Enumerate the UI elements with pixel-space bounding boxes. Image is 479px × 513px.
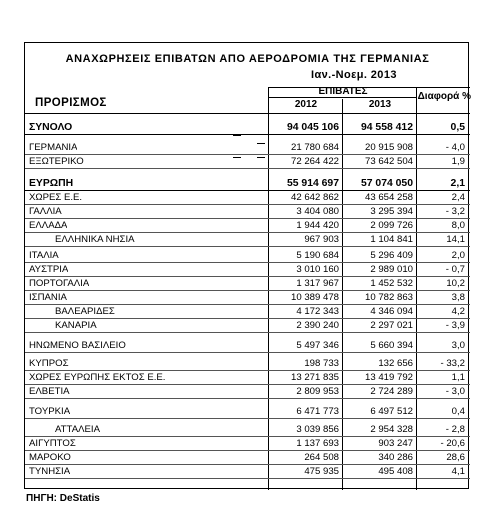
row-divider [25,418,470,419]
value-2013: 10 782 863 [364,292,413,303]
row-label: ΓΕΡΜΑΝΙΑ [29,143,78,153]
value-difference: 1,1 [451,372,465,383]
value-2013: 2 724 289 [370,386,413,397]
value-difference: 14,1 [446,234,465,245]
value-difference: 2,0 [451,250,465,261]
row-label: ΕΛΛΑΔΑ [29,221,68,231]
value-2013: 57 074 050 [360,178,413,189]
value-2013: 903 247 [378,438,413,449]
row-label: ΜΑΡΟΚΟ [29,453,71,463]
value-2013: 43 654 258 [364,192,413,203]
value-difference: 0,4 [451,406,465,417]
row-label: ΚΑΝΑΡΙΑ [55,321,97,331]
value-2013: 1 104 841 [370,234,413,245]
value-2013: 2 099 726 [370,220,413,231]
table-row [25,341,470,351]
value-2013: 2 989 010 [370,264,413,275]
row-divider [25,190,470,191]
row-divider [25,276,470,277]
header-bottom-rule [25,113,470,114]
table-row [25,439,470,449]
value-difference: 10,2 [446,278,465,289]
row-divider [25,134,470,135]
row-label: ΕΞΩΤΕΡΙΚΟ [29,157,84,167]
table-row [25,467,470,477]
row-label: ΧΩΡΕΣ Ε.Ε. [29,193,83,203]
value-2013: 20 915 908 [364,142,413,153]
value-2012: 1 317 967 [296,278,339,289]
value-2013: 4 346 094 [370,306,413,317]
value-2012: 5 190 684 [296,250,339,261]
row-label: ΧΩΡΕΣ ΕΥΡΩΠΗΣ ΕΚΤΟΣ Ε.Ε. [29,373,166,383]
value-difference: 2,1 [450,178,465,189]
value-2013: 3 295 394 [370,206,413,217]
value-2012: 55 914 697 [286,178,339,189]
row-label: ΚΥΠΡΟΣ [29,359,69,369]
table-frame [24,42,469,489]
header-year-2013: 2013 [368,99,392,110]
value-2012: 10 389 478 [290,292,339,303]
row-divider [25,436,470,437]
value-2012: 42 642 862 [290,192,339,203]
table-row [25,307,470,317]
table-row [25,123,470,133]
row-label: ΗΝΩΜΕΝΟ ΒΑΣΙΛΕΙΟ [29,341,126,351]
value-difference: - 3,2 [445,206,465,217]
value-2012: 967 903 [304,234,339,245]
value-2012: 475 935 [304,466,339,477]
row-divider [25,262,470,263]
value-difference: 28,6 [446,452,465,463]
value-difference: 1,9 [451,156,465,167]
table-row [25,143,470,153]
dash-mark [257,143,265,144]
row-label: ΕΛΛΗΝΙΚΑ ΝΗΣΙΑ [55,235,135,245]
row-divider [25,332,470,333]
value-2013: 5 660 394 [370,340,413,351]
table-row [25,221,470,231]
value-2013: 6 497 512 [370,406,413,417]
header-difference: Διαφορά % [417,91,471,102]
row-label: ΤΟΥΡΚΙΑ [29,407,71,417]
row-divider [25,450,470,451]
value-difference: - 3,9 [445,320,465,331]
row-divider [25,352,470,353]
header-destination: ΠΡΟΡΙΣΜΟΣ [35,97,107,109]
value-difference: - 20,6 [440,438,465,449]
dash-mark [233,157,241,158]
header-top-rule [268,87,470,88]
value-2012: 94 045 106 [286,122,339,133]
value-2012: 198 733 [304,358,339,369]
table-row [25,453,470,463]
value-2012: 2 390 240 [296,320,339,331]
table-row [25,407,470,417]
value-2012: 6 471 773 [296,406,339,417]
table-subtitle: Ιαν.-Νοεμ. 2013 [311,69,397,81]
table-row [25,207,470,217]
table-row [25,293,470,303]
row-divider [25,232,470,233]
table-row [25,387,470,397]
table-row [25,251,470,261]
dash-mark [257,157,265,158]
value-difference: 2,4 [451,192,465,203]
value-2012: 3 404 080 [296,206,339,217]
value-2012: 2 809 953 [296,386,339,397]
header-year-2012: 2012 [294,99,318,110]
table-row [25,265,470,275]
row-label: ΙΣΠΑΝΙΑ [29,293,67,303]
table-row [25,373,470,383]
row-label: ΙΤΑΛΙΑ [29,251,59,261]
value-2012: 3 039 856 [296,424,339,435]
value-difference: - 0,7 [445,264,465,275]
row-label: ΑΤΤΑΛΕΙΑ [55,425,100,435]
table-row [25,321,470,331]
row-label: ΕΛΒΕΤΙΑ [29,387,70,397]
value-2013: 94 558 412 [360,122,413,133]
table-title: ΑΝΑΧΩΡΗΣΕΙΣ ΕΠΙΒΑΤΩΝ ΑΠΟ ΑΕΡΟΔΡΟΜΙΑ ΤΗΣ ΓΕΡΜΑΝΙΑΣ [65,53,430,65]
value-2013: 132 656 [378,358,413,369]
value-2012: 21 780 684 [290,142,339,153]
value-2012: 13 271 835 [290,372,339,383]
value-2012: 3 010 160 [296,264,339,275]
value-difference: 3,8 [451,292,465,303]
row-divider [25,478,470,479]
table-row [25,425,470,435]
row-label: ΤΥΝΗΣΙΑ [29,467,71,477]
row-divider [25,218,470,219]
row-divider [25,168,470,169]
table-row [25,157,470,167]
row-label: ΕΥΡΩΠΗ [29,179,74,189]
value-2013: 1 452 532 [370,278,413,289]
value-2013: 2 297 021 [370,320,413,331]
row-label: ΑΙΓΥΠΤΟΣ [29,439,76,449]
value-difference: - 33,2 [440,358,465,369]
row-label: ΒΑΛΕΑΡΙΔΕΣ [55,307,115,317]
value-2013: 495 408 [378,466,413,477]
row-divider [25,370,470,371]
table-row [25,179,470,189]
value-difference: 4,1 [451,466,465,477]
row-label: ΓΑΛΛΙΑ [29,207,62,217]
row-divider [25,154,470,155]
value-difference: 3,0 [451,340,465,351]
table-row [25,235,470,245]
row-divider [25,464,470,465]
table-row [25,193,470,203]
value-2012: 72 264 422 [290,156,339,167]
source-note: ΠΗΓΗ: DeStatis [26,493,100,504]
value-2012: 1 137 693 [296,438,339,449]
dash-mark [233,135,241,136]
value-2013: 5 296 409 [370,250,413,261]
row-divider [25,398,470,399]
row-divider [25,318,470,319]
header-passengers: ΕΠΙΒΑΤΕΣ [269,87,417,98]
value-2012: 4 172 343 [296,306,339,317]
table-row [25,279,470,289]
value-2012: 264 508 [304,452,339,463]
value-2013: 340 286 [378,452,413,463]
value-difference: 8,0 [451,220,465,231]
value-2012: 5 497 346 [296,340,339,351]
value-2013: 13 419 792 [364,372,413,383]
row-divider [25,304,470,305]
row-divider [25,384,470,385]
row-divider [25,204,470,205]
row-label: ΠΟΡΤΟΓΑΛΙΑ [29,279,90,289]
row-label: ΑΥΣΤΡΙΑ [29,265,69,275]
value-difference: - 4,0 [445,142,465,153]
row-divider [25,246,470,247]
table-row [25,359,470,369]
value-2013: 73 642 504 [364,156,413,167]
value-2013: 2 954 328 [370,424,413,435]
value-difference: 0,5 [450,122,465,133]
value-difference: - 3,0 [445,386,465,397]
value-2012: 1 944 420 [296,220,339,231]
value-difference: - 2,8 [445,424,465,435]
row-label: ΣΥΝΟΛΟ [29,123,73,133]
row-divider [25,290,470,291]
value-difference: 4,2 [451,306,465,317]
